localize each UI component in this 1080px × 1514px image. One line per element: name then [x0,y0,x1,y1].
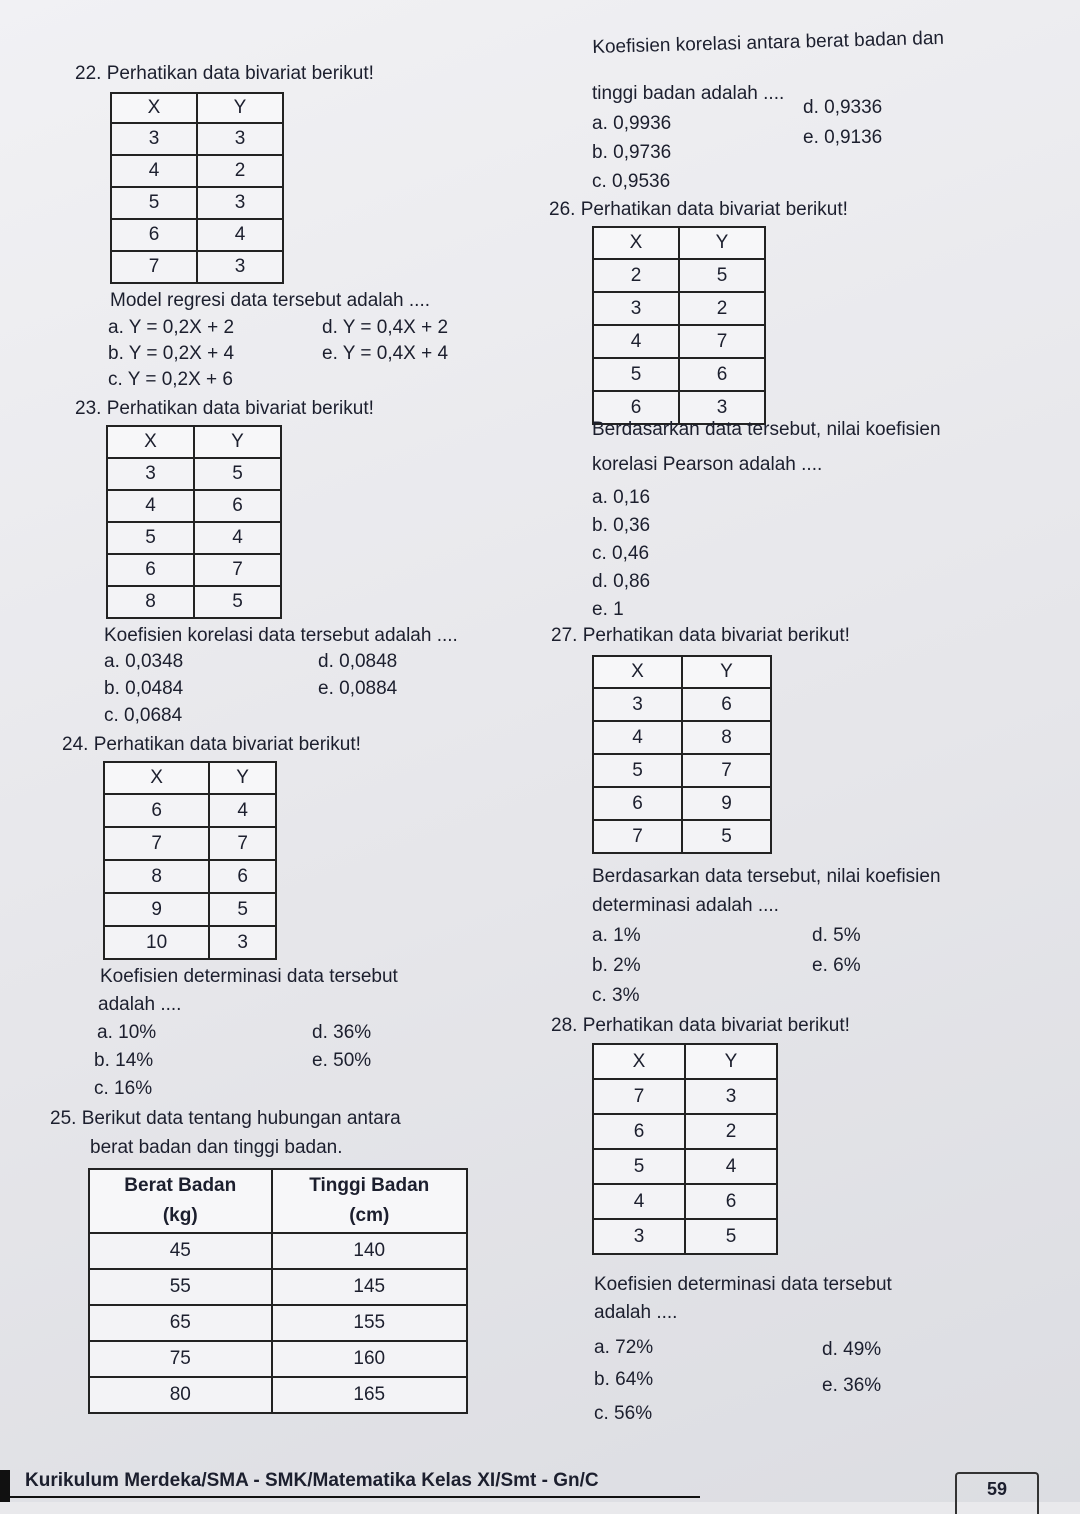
q22-header-y: Y [197,93,283,123]
q24-option-d[interactable]: d. 36% [312,1022,372,1043]
table-cell: 8 [682,721,771,754]
table-cell: 7 [593,820,682,853]
q24-option-b[interactable]: b. 14% [94,1050,154,1071]
q26-table [592,226,766,425]
table-cell: 5 [593,1149,685,1184]
q25-title-line1: 25. Berikut data tentang hubungan antara [50,1108,401,1129]
q22-question: Model regresi data tersebut adalah .... [110,290,431,311]
table-cell: 5 [593,754,682,787]
q26-option-a[interactable]: a. 0,16 [592,487,651,508]
q27-option-e[interactable]: e. 6% [812,955,861,976]
q23-option-c[interactable]: c. 0,0684 [104,705,183,726]
q25-table [88,1168,468,1414]
table-cell: 7 [111,251,197,283]
table-cell: 4 [209,794,276,827]
q25-question-line2: tinggi badan adalah .... [592,83,785,104]
q26-question-line1: Berdasarkan data tersebut, nilai koefisien [592,419,941,440]
page-footer [0,1470,1080,1502]
q26-title: 26. Perhatikan data bivariat berikut! [549,199,848,220]
table-cell: 6 [682,688,771,721]
q23-table [106,425,282,619]
q25-header-weight-line1: Berat Badan [124,1175,237,1196]
table-cell: 3 [197,251,283,283]
table-cell: 6 [679,358,765,391]
q23-option-b[interactable]: b. 0,0484 [104,678,184,699]
table-cell: 7 [679,325,765,358]
q24-option-c[interactable]: c. 16% [94,1078,153,1099]
table-cell: 5 [111,187,197,219]
page-number: 59 [955,1472,1039,1514]
table-cell: 6 [104,794,209,827]
table-cell: 4 [197,219,283,251]
q26-header-x: X [593,227,679,259]
q24-header-y: Y [209,762,276,794]
q22-title: 22. Perhatikan data bivariat berikut! [75,63,374,84]
table-cell: 10 [104,926,209,959]
table-cell: 7 [104,827,209,860]
q28-header-y: Y [685,1044,777,1079]
table-cell: 65 [89,1305,272,1341]
q22-header-x: X [111,93,197,123]
q22-option-b[interactable]: b. Y = 0,2X + 4 [108,343,235,364]
q22-option-e[interactable]: e. Y = 0,4X + 4 [322,343,449,364]
table-cell: 5 [107,522,194,554]
table-cell: 3 [593,688,682,721]
q28-question-line1: Koefisien determinasi data tersebut [594,1274,892,1295]
q28-title: 28. Perhatikan data bivariat berikut! [551,1015,850,1036]
q24-question-line1: Koefisien determinasi data tersebut [100,966,398,987]
table-cell: 6 [209,860,276,893]
q26-option-e[interactable]: e. 1 [592,599,624,620]
q25-header-height-line2: (cm) [349,1205,390,1226]
table-cell: 6 [194,490,281,522]
q25-title-line2: berat badan dan tinggi badan. [90,1137,343,1158]
q28-option-e[interactable]: e. 36% [822,1375,882,1396]
table-cell: 4 [593,721,682,754]
table-cell: 6 [593,1114,685,1149]
q25-header-height [272,1169,467,1233]
q25-option-a[interactable]: a. 0,9936 [592,113,672,134]
table-cell: 80 [89,1377,272,1413]
table-cell: 6 [111,219,197,251]
table-cell: 2 [593,259,679,292]
q24-table [103,761,277,960]
q24-title: 24. Perhatikan data bivariat berikut! [62,734,361,755]
table-cell: 4 [593,325,679,358]
q24-option-a[interactable]: a. 10% [97,1022,157,1043]
table-cell: 3 [593,1219,685,1254]
q27-header-x: X [593,656,682,688]
q23-title: 23. Perhatikan data bivariat berikut! [75,398,374,419]
table-cell: 8 [104,860,209,893]
q25-option-c[interactable]: c. 0,9536 [592,171,671,192]
q28-header-x: X [593,1044,685,1079]
table-cell: 5 [682,820,771,853]
q22-table [110,92,284,284]
q23-option-a[interactable]: a. 0,0348 [104,651,184,672]
q25-option-b[interactable]: b. 0,9736 [592,142,672,163]
q27-option-a[interactable]: a. 1% [592,925,641,946]
q25-header-weight [89,1169,272,1233]
q25-option-d[interactable]: d. 0,9336 [803,97,883,118]
q28-option-b[interactable]: b. 64% [594,1369,654,1390]
footer-divider [0,1496,700,1498]
q26-header-y: Y [679,227,765,259]
table-cell: 3 [209,926,276,959]
table-cell: 3 [679,391,765,424]
table-cell: 140 [272,1233,467,1269]
q23-header-x: X [107,426,194,458]
table-cell: 155 [272,1305,467,1341]
q22-option-d[interactable]: d. Y = 0,4X + 2 [322,317,449,338]
table-cell: 3 [111,123,197,155]
q28-option-d[interactable]: d. 49% [822,1339,882,1360]
q26-option-c[interactable]: c. 0,46 [592,543,650,564]
q28-question-line2: adalah .... [594,1302,678,1323]
table-cell: 3 [593,292,679,325]
table-cell: 6 [593,391,679,424]
table-cell: 7 [194,554,281,586]
table-cell: 5 [209,893,276,926]
table-cell: 9 [682,787,771,820]
q28-table [592,1043,778,1255]
table-cell: 7 [593,1079,685,1114]
table-cell: 6 [593,787,682,820]
q25-header-height-line1: Tinggi Badan [309,1175,430,1196]
q27-option-d[interactable]: d. 5% [812,925,861,946]
q26-question-line2: korelasi Pearson adalah .... [592,454,823,475]
q23-option-d[interactable]: d. 0,0848 [318,651,398,672]
table-cell: 145 [272,1269,467,1305]
q25-question-line1: Koefisien korelasi antara berat badan dan [592,27,945,58]
table-cell: 9 [104,893,209,926]
q23-option-e[interactable]: e. 0,0884 [318,678,398,699]
table-cell: 3 [197,187,283,219]
table-cell: 3 [685,1079,777,1114]
q27-title: 27. Perhatikan data bivariat berikut! [551,625,850,646]
table-cell: 5 [685,1219,777,1254]
table-cell: 4 [107,490,194,522]
table-cell: 4 [593,1184,685,1219]
table-cell: 5 [194,586,281,618]
q27-question-line1: Berdasarkan data tersebut, nilai koefisien [592,866,941,887]
table-cell: 5 [194,458,281,490]
table-cell: 5 [593,358,679,391]
q26-option-b[interactable]: b. 0,36 [592,515,651,536]
q24-option-e[interactable]: e. 50% [312,1050,372,1071]
table-cell: 4 [685,1149,777,1184]
q27-question-line2: determinasi adalah .... [592,895,779,916]
table-cell: 5 [679,259,765,292]
table-cell: 2 [197,155,283,187]
q24-header-x: X [104,762,209,794]
table-cell: 3 [107,458,194,490]
q28-option-a[interactable]: a. 72% [594,1337,654,1358]
table-cell: 4 [111,155,197,187]
table-cell: 6 [685,1184,777,1219]
q22-option-a[interactable]: a. Y = 0,2X + 2 [108,317,235,338]
table-cell: 4 [194,522,281,554]
q26-option-d[interactable]: d. 0,86 [592,571,651,592]
table-cell: 2 [685,1114,777,1149]
table-cell: 2 [679,292,765,325]
q27-option-b[interactable]: b. 2% [592,955,641,976]
q28-option-c[interactable]: c. 56% [594,1403,653,1424]
table-cell: 75 [89,1341,272,1377]
table-cell: 6 [107,554,194,586]
q22-option-c[interactable]: c. Y = 0,2X + 6 [108,369,234,390]
q27-header-y: Y [682,656,771,688]
q27-table [592,655,772,854]
footer-text: Kurikulum Merdeka/SMA - SMK/Matematika Kelas XI/Smt - Gn/C [25,1470,599,1491]
q23-question: Koefisien korelasi data tersebut adalah .... [104,625,458,646]
q25-header-weight-line2: (kg) [162,1205,198,1226]
table-cell: 160 [272,1341,467,1377]
table-cell: 165 [272,1377,467,1413]
table-cell: 55 [89,1269,272,1305]
q27-option-c[interactable]: c. 3% [592,985,640,1006]
q24-question-line2: adalah .... [98,994,182,1015]
table-cell: 8 [107,586,194,618]
table-cell: 7 [682,754,771,787]
q23-header-y: Y [194,426,281,458]
table-cell: 3 [197,123,283,155]
table-cell: 45 [89,1233,272,1269]
q25-option-e[interactable]: e. 0,9136 [803,127,883,148]
table-cell: 7 [209,827,276,860]
